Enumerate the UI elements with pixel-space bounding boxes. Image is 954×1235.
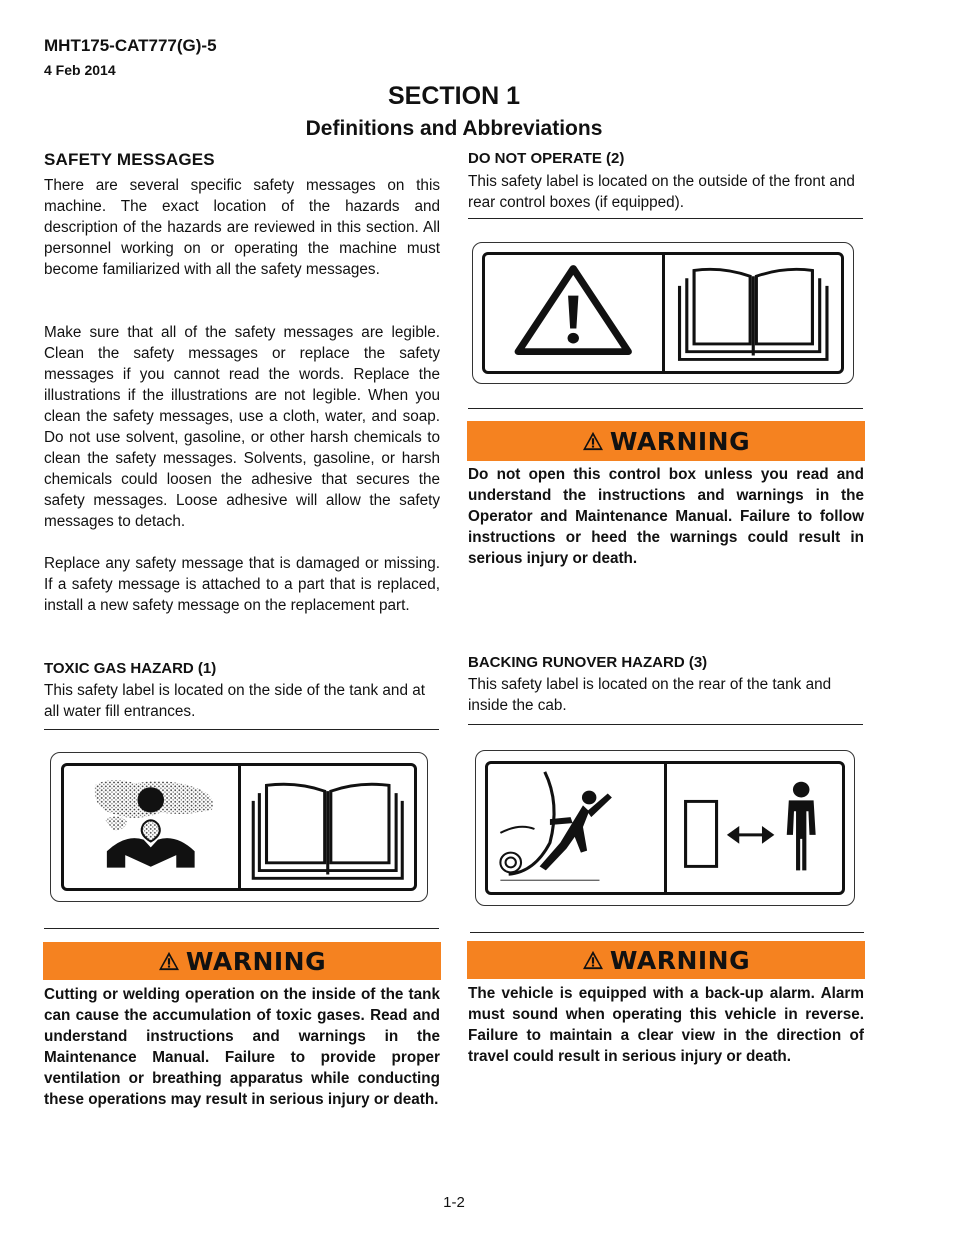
section-subtitle: Definitions and Abbreviations — [305, 117, 603, 140]
backing-runover-warning-banner — [467, 941, 865, 979]
warning-triangle-icon — [582, 950, 604, 970]
do-not-operate-description: This safety label is located on the outside of the front and rear control boxes (if equipped). — [468, 173, 855, 211]
divider — [468, 408, 863, 409]
toxic-gas-warning-text: Cutting or welding operation on the inside of the tank can cause the accumulation of toxic gases. Read and understand instructions and warnings in the Maintenance Manual. Failure to provide proper ventilation or breathing apparatus while conducting these operations may result in serious injury or death. — [44, 986, 440, 1108]
manual-book-icon — [662, 255, 842, 371]
do-not-operate-warning-text: Do not open this control box unless you read and understand the instructions and warnings in the Operator and Maintenance Manual. Failure to follow instructions or heed the warnings could result in serious injury or death. — [468, 466, 864, 567]
warning-label: WARNING — [609, 426, 751, 456]
do-not-operate-safety-label — [472, 242, 854, 384]
do-not-operate-warning-banner — [467, 421, 865, 461]
page-number: 1-2 — [443, 1194, 465, 1211]
backing-runover-description: This safety label is located on the rear of the tank and inside the cab. — [468, 676, 832, 714]
keep-distance-icon — [664, 764, 843, 892]
do-not-operate-heading: DO NOT OPERATE (2) — [468, 150, 625, 167]
backing-runover-safety-label — [475, 750, 855, 906]
divider — [44, 928, 439, 929]
caution-exclamation-icon — [485, 255, 662, 371]
safety-para-2: Make sure that all of the safety messages are legible. Clean the safety messages or replace the safety messages if you cannot read the words. Replace the illustrations if the illustrations are not legible. When you clean the safety messages, use a cloth, water, and soap. Do not use solvent, gasoline, or other harsh chemicals to clean the safety messages. Solvents, gasoline, or harsh chemicals could loosen the adhesive that secures the safety messages. Loose adhesive will allow the safety messages to detach. — [44, 324, 440, 530]
document-id: MHT175-CAT777(G)-5 — [44, 36, 217, 55]
divider — [468, 218, 863, 219]
section-title: SECTION 1 — [388, 82, 520, 110]
safety-para-3: Replace any safety message that is damaged or missing. If a safety message is attached to a part that is replaced, install a new safety message on the replacement part. — [44, 555, 440, 614]
divider — [468, 724, 863, 725]
toxic-gas-heading: TOXIC GAS HAZARD (1) — [44, 660, 217, 677]
warning-label: WARNING — [609, 945, 751, 975]
toxic-gas-description: This safety label is located on the side of the tank and at all water fill entrances. — [44, 682, 425, 720]
warning-triangle-icon — [582, 431, 604, 451]
warning-triangle-icon — [158, 951, 180, 971]
divider — [470, 932, 864, 933]
backing-runover-heading: BACKING RUNOVER HAZARD (3) — [468, 654, 708, 671]
document-date: 4 Feb 2014 — [44, 62, 116, 78]
manual-book-icon — [238, 766, 415, 888]
toxic-gas-warning-banner — [43, 942, 441, 980]
runover-icon — [488, 764, 664, 892]
toxic-gas-icon — [64, 766, 238, 888]
backing-runover-warning-text: The vehicle is equipped with a back-up alarm. Alarm must sound when operating this vehicle in reverse. Failure to maintain a clear view in the direction of travel could result in serious injury or death. — [468, 985, 864, 1065]
safety-para-1: There are several specific safety messages on this machine. The exact location of the hazards and description of the hazards are reviewed in this section. All personnel working on or operating the machine must become familiarized with all the safety messages. — [44, 177, 440, 278]
toxic-gas-safety-label — [50, 752, 428, 902]
warning-label: WARNING — [185, 946, 327, 976]
divider — [44, 729, 439, 730]
safety-messages-heading: SAFETY MESSAGES — [44, 150, 215, 169]
